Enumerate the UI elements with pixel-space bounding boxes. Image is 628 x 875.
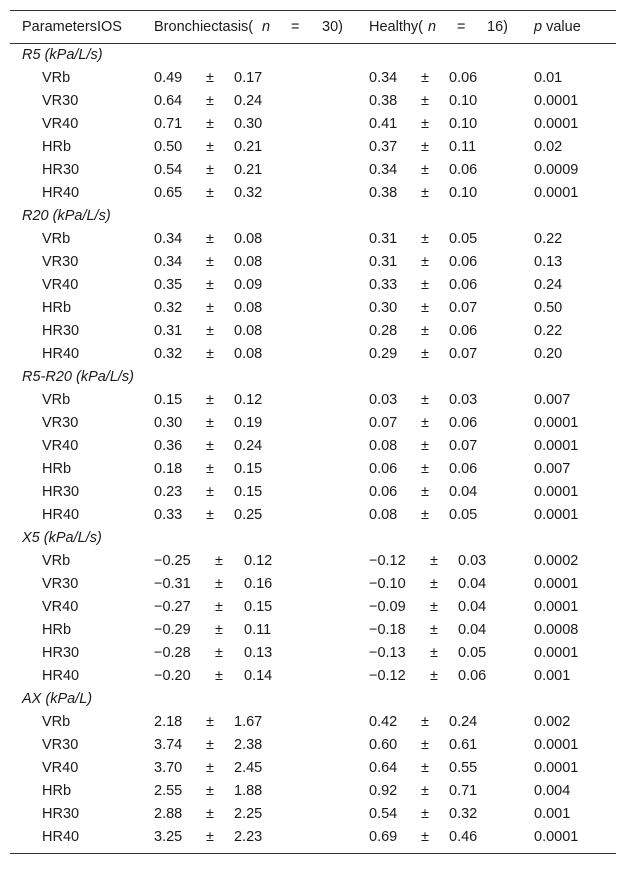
healthy-sd: 0.24	[449, 714, 478, 730]
healthy-sd: 0.55	[449, 760, 478, 776]
healthy-sd: 0.10	[449, 116, 478, 132]
bronchiectasis-sd: 0.14	[244, 668, 273, 684]
bronchiectasis-mean: 0.33	[154, 507, 183, 523]
table-row	[10, 389, 616, 412]
row-label: HRb	[42, 783, 72, 799]
bronchiectasis-sd: 0.08	[234, 300, 263, 316]
bronchiectasis-mean: 3.25	[154, 829, 183, 845]
bronchiectasis-sd: 0.09	[234, 277, 263, 293]
healthy-plus-minus: ±	[430, 576, 438, 592]
bronchiectasis-mean: 3.70	[154, 760, 183, 776]
healthy-mean: 0.30	[369, 300, 398, 316]
healthy-mean: −0.12	[369, 553, 406, 569]
section-title: X5 (kPa/L/s)	[22, 530, 102, 546]
table-row	[10, 550, 616, 573]
row-label: VR40	[42, 438, 79, 454]
bronchiectasis-sd: 0.19	[234, 415, 263, 431]
bronchiectasis-plus-minus: ±	[206, 484, 214, 500]
table-row	[10, 780, 616, 803]
healthy-plus-minus: ±	[430, 553, 438, 569]
bronchiectasis-sd: 0.12	[234, 392, 263, 408]
bronchiectasis-plus-minus: ±	[206, 737, 214, 753]
healthy-mean: 0.34	[369, 162, 398, 178]
p-value-cell: 0.0008	[534, 622, 579, 638]
row-label: HRb	[42, 461, 72, 477]
bronchiectasis-sd: 0.25	[234, 507, 263, 523]
table-row	[10, 228, 616, 251]
table-row	[10, 458, 616, 481]
bronchiectasis-mean: 0.18	[154, 461, 183, 477]
bronchiectasis-plus-minus: ±	[206, 93, 214, 109]
healthy-mean: 0.06	[369, 461, 398, 477]
p-value-cell: 0.0001	[534, 116, 579, 132]
table-row	[10, 182, 616, 205]
bronchiectasis-plus-minus: ±	[206, 714, 214, 730]
healthy-sd: 0.05	[458, 645, 487, 661]
table-row	[10, 67, 616, 90]
healthy-plus-minus: ±	[421, 438, 429, 454]
healthy-sd: 0.10	[449, 185, 478, 201]
bronchiectasis-plus-minus: ±	[206, 300, 214, 316]
healthy-sd: 0.61	[449, 737, 478, 753]
healthy-sd: 0.07	[449, 438, 478, 454]
bronchiectasis-sd: 0.16	[244, 576, 273, 592]
bronchiectasis-mean: 0.71	[154, 116, 183, 132]
table-row	[10, 757, 616, 780]
bronchiectasis-mean: 0.49	[154, 70, 183, 86]
header-bronchiectasis-count: 30)	[322, 19, 343, 35]
table-row	[10, 642, 616, 665]
p-value-cell: 0.0001	[534, 599, 579, 615]
p-value-cell: 0.02	[534, 139, 563, 155]
healthy-sd: 0.07	[449, 346, 478, 362]
bronchiectasis-plus-minus: ±	[206, 277, 214, 293]
healthy-mean: 0.06	[369, 484, 398, 500]
healthy-plus-minus: ±	[421, 760, 429, 776]
bronchiectasis-plus-minus: ±	[206, 783, 214, 799]
healthy-sd: 0.06	[458, 668, 487, 684]
healthy-plus-minus: ±	[421, 783, 429, 799]
header-healthy-count: 16)	[487, 19, 508, 35]
row-label: HRb	[42, 622, 72, 638]
row-label: VR30	[42, 415, 79, 431]
bronchiectasis-plus-minus: ±	[215, 645, 223, 661]
bronchiectasis-sd: 1.67	[234, 714, 263, 730]
p-value-cell: 0.0001	[534, 829, 579, 845]
healthy-mean: 0.07	[369, 415, 398, 431]
healthy-sd: 0.06	[449, 70, 478, 86]
bronchiectasis-mean: −0.27	[154, 599, 191, 615]
bronchiectasis-mean: −0.20	[154, 668, 191, 684]
p-value-cell: 0.24	[534, 277, 563, 293]
bronchiectasis-mean: 0.30	[154, 415, 183, 431]
bronchiectasis-plus-minus: ±	[206, 185, 214, 201]
healthy-sd: 0.04	[449, 484, 478, 500]
bronchiectasis-mean: −0.28	[154, 645, 191, 661]
healthy-sd: 0.04	[458, 576, 487, 592]
bronchiectasis-plus-minus: ±	[206, 806, 214, 822]
healthy-mean: 0.92	[369, 783, 398, 799]
section-header-row	[10, 366, 616, 389]
healthy-sd: 0.06	[449, 323, 478, 339]
bronchiectasis-sd: 0.08	[234, 346, 263, 362]
bronchiectasis-mean: 0.34	[154, 254, 183, 270]
bronchiectasis-plus-minus: ±	[206, 70, 214, 86]
section-header-row	[10, 205, 616, 228]
healthy-mean: −0.18	[369, 622, 406, 638]
header-p-value	[534, 19, 581, 35]
bronchiectasis-mean: −0.25	[154, 553, 191, 569]
healthy-plus-minus: ±	[421, 185, 429, 201]
row-label: VR30	[42, 737, 79, 753]
p-value-cell: 0.01	[534, 70, 563, 86]
p-value-cell: 0.0001	[534, 438, 579, 454]
healthy-mean: 0.31	[369, 254, 398, 270]
healthy-mean: 0.03	[369, 392, 398, 408]
healthy-sd: 0.06	[449, 254, 478, 270]
bronchiectasis-mean: −0.29	[154, 622, 191, 638]
p-value-cell: 0.0001	[534, 415, 579, 431]
healthy-mean: 0.41	[369, 116, 398, 132]
healthy-sd: 0.05	[449, 507, 478, 523]
healthy-plus-minus: ±	[421, 346, 429, 362]
data-table	[10, 10, 616, 854]
table-row	[10, 803, 616, 826]
bronchiectasis-sd: 0.08	[234, 231, 263, 247]
bronchiectasis-plus-minus: ±	[206, 231, 214, 247]
p-value-cell: 0.001	[534, 806, 571, 822]
table-row	[10, 573, 616, 596]
bronchiectasis-sd: 0.15	[234, 484, 263, 500]
healthy-plus-minus: ±	[421, 714, 429, 730]
healthy-plus-minus: ±	[421, 323, 429, 339]
healthy-sd: 0.06	[449, 162, 478, 178]
bronchiectasis-mean: −0.31	[154, 576, 191, 592]
p-value-cell: 0.13	[534, 254, 563, 270]
section-title: R5-R20 (kPa/L/s)	[22, 369, 135, 385]
table-header-row	[10, 11, 616, 43]
bronchiectasis-sd: 2.23	[234, 829, 263, 845]
row-label: VRb	[42, 714, 71, 730]
bronchiectasis-mean: 0.34	[154, 231, 183, 247]
section-title: R20 (kPa/L/s)	[22, 208, 111, 224]
healthy-mean: 0.38	[369, 93, 398, 109]
bronchiectasis-plus-minus: ±	[206, 461, 214, 477]
healthy-plus-minus: ±	[421, 737, 429, 753]
bronchiectasis-mean: 0.15	[154, 392, 183, 408]
healthy-plus-minus: ±	[421, 231, 429, 247]
p-value-cell: 0.002	[534, 714, 571, 730]
p-value-cell: 0.0002	[534, 553, 579, 569]
table-row	[10, 665, 616, 688]
healthy-sd: 0.11	[449, 139, 477, 155]
bronchiectasis-mean: 0.31	[154, 323, 183, 339]
bronchiectasis-plus-minus: ±	[206, 392, 214, 408]
p-value-cell: 0.20	[534, 346, 563, 362]
healthy-mean: 0.08	[369, 507, 398, 523]
bronchiectasis-plus-minus: ±	[206, 323, 214, 339]
healthy-mean: 0.69	[369, 829, 398, 845]
bronchiectasis-mean: 0.23	[154, 484, 183, 500]
bronchiectasis-plus-minus: ±	[206, 254, 214, 270]
row-label: HR40	[42, 185, 80, 201]
bronchiectasis-sd: 1.88	[234, 783, 263, 799]
table-bottom-rule	[10, 853, 616, 854]
row-label: VR40	[42, 277, 79, 293]
section-title: R5 (kPa/L/s)	[22, 47, 103, 63]
p-value-cell: 0.0001	[534, 737, 579, 753]
healthy-plus-minus: ±	[421, 392, 429, 408]
row-label: HR40	[42, 668, 80, 684]
table-body	[10, 44, 616, 853]
bronchiectasis-plus-minus: ±	[206, 507, 214, 523]
healthy-sd: 0.04	[458, 622, 487, 638]
section-header-row	[10, 44, 616, 67]
header-bronchiectasis-n: n	[262, 19, 271, 35]
bronchiectasis-sd: 2.25	[234, 806, 263, 822]
bronchiectasis-plus-minus: ±	[206, 116, 214, 132]
healthy-mean: −0.09	[369, 599, 406, 615]
table-row	[10, 504, 616, 527]
row-label: VR40	[42, 116, 79, 132]
bronchiectasis-mean: 0.50	[154, 139, 183, 155]
bronchiectasis-sd: 0.11	[244, 622, 272, 638]
healthy-mean: 0.64	[369, 760, 398, 776]
healthy-plus-minus: ±	[421, 415, 429, 431]
table-row	[10, 90, 616, 113]
bronchiectasis-sd: 0.24	[234, 93, 263, 109]
bronchiectasis-plus-minus: ±	[206, 415, 214, 431]
bronchiectasis-plus-minus: ±	[206, 346, 214, 362]
row-label: VR40	[42, 599, 79, 615]
healthy-sd: 0.07	[449, 300, 478, 316]
header-bronchiectasis-eq: =	[291, 19, 300, 35]
p-value-cell: 0.0001	[534, 760, 579, 776]
p-value-cell: 0.0001	[534, 576, 579, 592]
bronchiectasis-sd: 0.15	[244, 599, 273, 615]
healthy-mean: 0.37	[369, 139, 398, 155]
healthy-mean: 0.08	[369, 438, 398, 454]
table-row	[10, 619, 616, 642]
section-title: AX (kPa/L)	[22, 691, 93, 707]
row-label: HR40	[42, 346, 80, 362]
bronchiectasis-mean: 2.18	[154, 714, 183, 730]
healthy-sd: 0.71	[449, 783, 478, 799]
row-label: VRb	[42, 392, 71, 408]
table-row	[10, 343, 616, 366]
bronchiectasis-plus-minus: ±	[215, 599, 223, 615]
healthy-plus-minus: ±	[421, 484, 429, 500]
healthy-mean: 0.42	[369, 714, 398, 730]
bronchiectasis-plus-minus: ±	[206, 438, 214, 454]
section-header-row	[10, 527, 616, 550]
bronchiectasis-sd: 0.08	[234, 254, 263, 270]
healthy-plus-minus: ±	[421, 116, 429, 132]
row-label: HR30	[42, 484, 80, 500]
row-label: VRb	[42, 70, 71, 86]
row-label: HR40	[42, 507, 80, 523]
healthy-plus-minus: ±	[421, 254, 429, 270]
table-row	[10, 826, 616, 849]
bronchiectasis-sd: 0.30	[234, 116, 263, 132]
healthy-mean: 0.34	[369, 70, 398, 86]
row-label: VRb	[42, 553, 71, 569]
healthy-plus-minus: ±	[430, 622, 438, 638]
row-label: VR30	[42, 576, 79, 592]
healthy-mean: 0.60	[369, 737, 398, 753]
healthy-sd: 0.06	[449, 277, 478, 293]
healthy-sd: 0.46	[449, 829, 478, 845]
bronchiectasis-mean: 0.54	[154, 162, 183, 178]
table-row	[10, 734, 616, 757]
bronchiectasis-mean: 0.65	[154, 185, 183, 201]
bronchiectasis-plus-minus: ±	[215, 553, 223, 569]
p-value-cell: 0.001	[534, 668, 571, 684]
healthy-plus-minus: ±	[421, 829, 429, 845]
section-header-row	[10, 688, 616, 711]
bronchiectasis-plus-minus: ±	[206, 829, 214, 845]
table-row	[10, 274, 616, 297]
bronchiectasis-mean: 0.64	[154, 93, 183, 109]
bronchiectasis-mean: 0.35	[154, 277, 183, 293]
healthy-mean: 0.54	[369, 806, 398, 822]
header-p-letter: p	[534, 19, 543, 35]
bronchiectasis-sd: 2.38	[234, 737, 263, 753]
table-row	[10, 711, 616, 734]
bronchiectasis-sd: 0.21	[234, 162, 263, 178]
p-value-cell: 0.0001	[534, 645, 579, 661]
healthy-sd: 0.06	[449, 461, 478, 477]
p-value-cell: 0.0009	[534, 162, 579, 178]
bronchiectasis-sd: 0.12	[244, 553, 273, 569]
bronchiectasis-sd: 0.32	[234, 185, 263, 201]
row-label: VR30	[42, 93, 79, 109]
bronchiectasis-mean: 0.32	[154, 346, 183, 362]
healthy-sd: 0.32	[449, 806, 478, 822]
row-label: HR30	[42, 162, 80, 178]
healthy-plus-minus: ±	[421, 507, 429, 523]
bronchiectasis-plus-minus: ±	[215, 576, 223, 592]
bronchiectasis-mean: 0.32	[154, 300, 183, 316]
healthy-plus-minus: ±	[421, 277, 429, 293]
healthy-mean: 0.31	[369, 231, 398, 247]
healthy-sd: 0.06	[449, 415, 478, 431]
header-healthy-eq: =	[457, 19, 466, 35]
header-parameters: ParametersIOS	[22, 19, 122, 35]
row-label: HR30	[42, 323, 80, 339]
healthy-plus-minus: ±	[421, 93, 429, 109]
row-label: HRb	[42, 300, 72, 316]
table-row	[10, 481, 616, 504]
p-value-cell: 0.22	[534, 231, 563, 247]
healthy-plus-minus: ±	[421, 162, 429, 178]
healthy-mean: −0.12	[369, 668, 406, 684]
bronchiectasis-sd: 0.24	[234, 438, 263, 454]
row-label: VRb	[42, 231, 71, 247]
healthy-mean: 0.29	[369, 346, 398, 362]
p-value-cell: 0.0001	[534, 93, 579, 109]
header-bronchiectasis-prefix: Bronchiectasis(	[154, 19, 254, 35]
table-row	[10, 596, 616, 619]
table-row	[10, 297, 616, 320]
row-label: HR30	[42, 645, 80, 661]
table-row	[10, 435, 616, 458]
healthy-sd: 0.04	[458, 599, 487, 615]
row-label: HRb	[42, 139, 72, 155]
p-value-cell: 0.007	[534, 461, 571, 477]
p-value-cell: 0.0001	[534, 484, 579, 500]
header-healthy-n: n	[428, 19, 437, 35]
bronchiectasis-mean: 3.74	[154, 737, 183, 753]
row-label: HR30	[42, 806, 80, 822]
table-row	[10, 136, 616, 159]
healthy-sd: 0.03	[449, 392, 478, 408]
table-row	[10, 159, 616, 182]
header-healthy-prefix: Healthy(	[369, 19, 423, 35]
bronchiectasis-sd: 0.13	[244, 645, 273, 661]
row-label: VR30	[42, 254, 79, 270]
p-value-cell: 0.004	[534, 783, 571, 799]
healthy-sd: 0.10	[449, 93, 478, 109]
bronchiectasis-plus-minus: ±	[215, 668, 223, 684]
healthy-plus-minus: ±	[430, 599, 438, 615]
bronchiectasis-sd: 0.08	[234, 323, 263, 339]
bronchiectasis-sd: 0.17	[234, 70, 263, 86]
healthy-plus-minus: ±	[421, 139, 429, 155]
row-label: VR40	[42, 760, 79, 776]
healthy-plus-minus: ±	[421, 806, 429, 822]
bronchiectasis-plus-minus: ±	[215, 622, 223, 638]
bronchiectasis-plus-minus: ±	[206, 760, 214, 776]
bronchiectasis-sd: 2.45	[234, 760, 263, 776]
row-label: HR40	[42, 829, 80, 845]
table-row	[10, 320, 616, 343]
p-value-cell: 0.22	[534, 323, 563, 339]
healthy-plus-minus: ±	[421, 70, 429, 86]
table-row	[10, 251, 616, 274]
healthy-sd: 0.05	[449, 231, 478, 247]
table-row	[10, 113, 616, 136]
p-value-cell: 0.0001	[534, 507, 579, 523]
p-value-cell: 0.50	[534, 300, 563, 316]
p-value-cell: 0.007	[534, 392, 571, 408]
healthy-plus-minus: ±	[421, 461, 429, 477]
bronchiectasis-mean: 2.55	[154, 783, 183, 799]
healthy-mean: 0.33	[369, 277, 398, 293]
healthy-mean: −0.10	[369, 576, 406, 592]
bronchiectasis-mean: 0.36	[154, 438, 183, 454]
healthy-mean: 0.38	[369, 185, 398, 201]
table-row	[10, 412, 616, 435]
header-p-suffix: value	[542, 19, 581, 35]
bronchiectasis-plus-minus: ±	[206, 162, 214, 178]
p-value-cell: 0.0001	[534, 185, 579, 201]
healthy-mean: −0.13	[369, 645, 406, 661]
bronchiectasis-sd: 0.15	[234, 461, 263, 477]
healthy-plus-minus: ±	[430, 668, 438, 684]
bronchiectasis-mean: 2.88	[154, 806, 183, 822]
bronchiectasis-sd: 0.21	[234, 139, 263, 155]
healthy-plus-minus: ±	[421, 300, 429, 316]
healthy-plus-minus: ±	[430, 645, 438, 661]
healthy-mean: 0.28	[369, 323, 398, 339]
healthy-sd: 0.03	[458, 553, 487, 569]
bronchiectasis-plus-minus: ±	[206, 139, 214, 155]
